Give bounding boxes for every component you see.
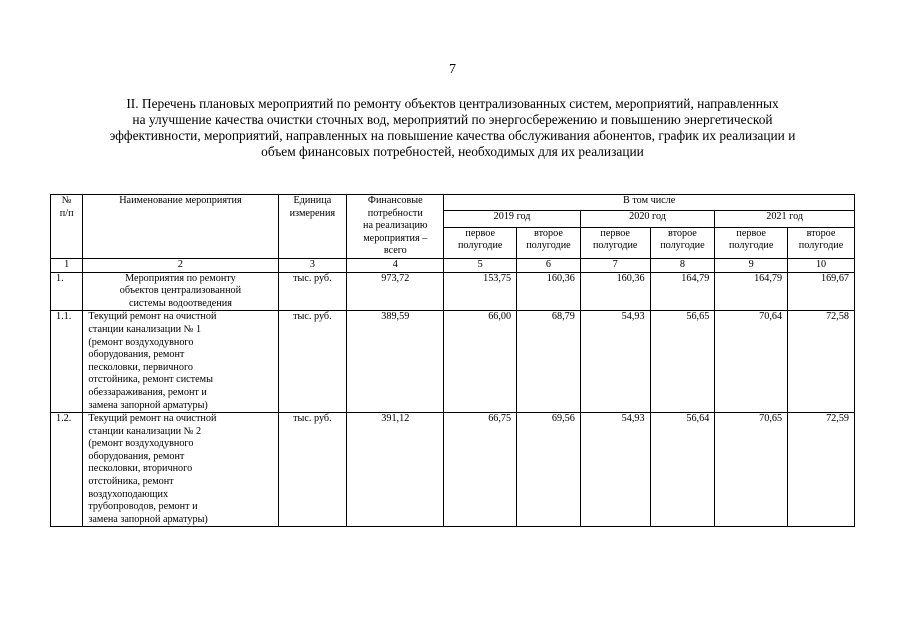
row-value: 70,65 (715, 413, 788, 527)
column-number: 5 (444, 258, 517, 272)
header-num: № п/п (51, 195, 83, 259)
row-value: 153,75 (444, 272, 517, 311)
row-value: 70,64 (715, 311, 788, 413)
column-number: 8 (650, 258, 715, 272)
row-value: 54,93 (580, 413, 650, 527)
row-value: 72,59 (788, 413, 855, 527)
table-row (51, 413, 855, 527)
table-row (51, 311, 855, 413)
row-name: Текущий ремонт на очистной станции канализации № 2 (ремонт воздуходувного оборудования, ремонт песколовки, вторичного отстойника, ремонт воздухоподающих трубопроводов, ремонт и замена запорной арматуры) (83, 413, 278, 527)
column-number: 2 (83, 258, 278, 272)
row-value: 56,64 (650, 413, 715, 527)
row-num: 1. (51, 272, 83, 311)
header-finance: Финансовые потребности на реализацию мероприятия – всего (347, 195, 444, 259)
title-line: II. Перечень плановых мероприятий по ремонту объектов централизованных систем, мероприятий, направленных (126, 96, 779, 111)
row-value: 160,36 (580, 272, 650, 311)
row-value: 66,75 (444, 413, 517, 527)
row-value: 169,67 (788, 272, 855, 311)
row-name: Текущий ремонт на очистной станции канализации № 1 (ремонт воздуходувного оборудования, ремонт песколовки, первичного отстойника, ремонт системы обеззараживания, ремонт и замена запорной арматуры) (83, 311, 278, 413)
column-number: 7 (580, 258, 650, 272)
row-value: 56,65 (650, 311, 715, 413)
row-value: 160,36 (517, 272, 581, 311)
column-number: 6 (517, 258, 581, 272)
row-num: 1.1. (51, 311, 83, 413)
row-num: 1.2. (51, 413, 83, 527)
title-line: на улучшение качества очистки сточных вод, мероприятий по энергосбережению и повышению энергетической (132, 112, 773, 127)
header-half-first: первое полугодие (444, 227, 517, 258)
column-number: 4 (347, 258, 444, 272)
header-name: Наименование мероприятия (83, 195, 278, 259)
row-unit: тыс. руб. (278, 413, 347, 527)
header-half-first: первое полугодие (580, 227, 650, 258)
row-value: 72,58 (788, 311, 855, 413)
header-half-first: первое полугодие (715, 227, 788, 258)
row-value: 54,93 (580, 311, 650, 413)
row-unit: тыс. руб. (278, 272, 347, 311)
header-half-second: второе полугодие (650, 227, 715, 258)
title-line: объем финансовых потребностей, необходимых для их реализации (261, 144, 644, 159)
document-title (50, 96, 855, 160)
header-half-second: второе полугодие (517, 227, 581, 258)
header-half-second: второе полугодие (788, 227, 855, 258)
row-value: 69,56 (517, 413, 581, 527)
table-row (51, 272, 855, 311)
row-unit: тыс. руб. (278, 311, 347, 413)
plan-table (50, 194, 855, 527)
column-number: 1 (51, 258, 83, 272)
row-value: 164,79 (715, 272, 788, 311)
column-number: 9 (715, 258, 788, 272)
row-value: 164,79 (650, 272, 715, 311)
row-value: 66,00 (444, 311, 517, 413)
column-number: 10 (788, 258, 855, 272)
header-including: В том числе (444, 195, 855, 211)
row-total: 973,72 (347, 272, 444, 311)
row-total: 391,12 (347, 413, 444, 527)
row-value: 68,79 (517, 311, 581, 413)
header-year-2021: 2021 год (715, 211, 855, 227)
column-number-row (51, 258, 855, 272)
header-year-2019: 2019 год (444, 211, 581, 227)
header-year-2020: 2020 год (580, 211, 714, 227)
header-unit: Единица измерения (278, 195, 347, 259)
title-line: эффективности, мероприятий, направленных на повышение качества обслуживания абонентов, график их реализации и (109, 128, 796, 143)
row-name: Мероприятия по ремонту объектов централизованной системы водоотведения (83, 272, 278, 311)
column-number: 3 (278, 258, 347, 272)
row-total: 389,59 (347, 311, 444, 413)
page-number: 7 (449, 62, 456, 77)
